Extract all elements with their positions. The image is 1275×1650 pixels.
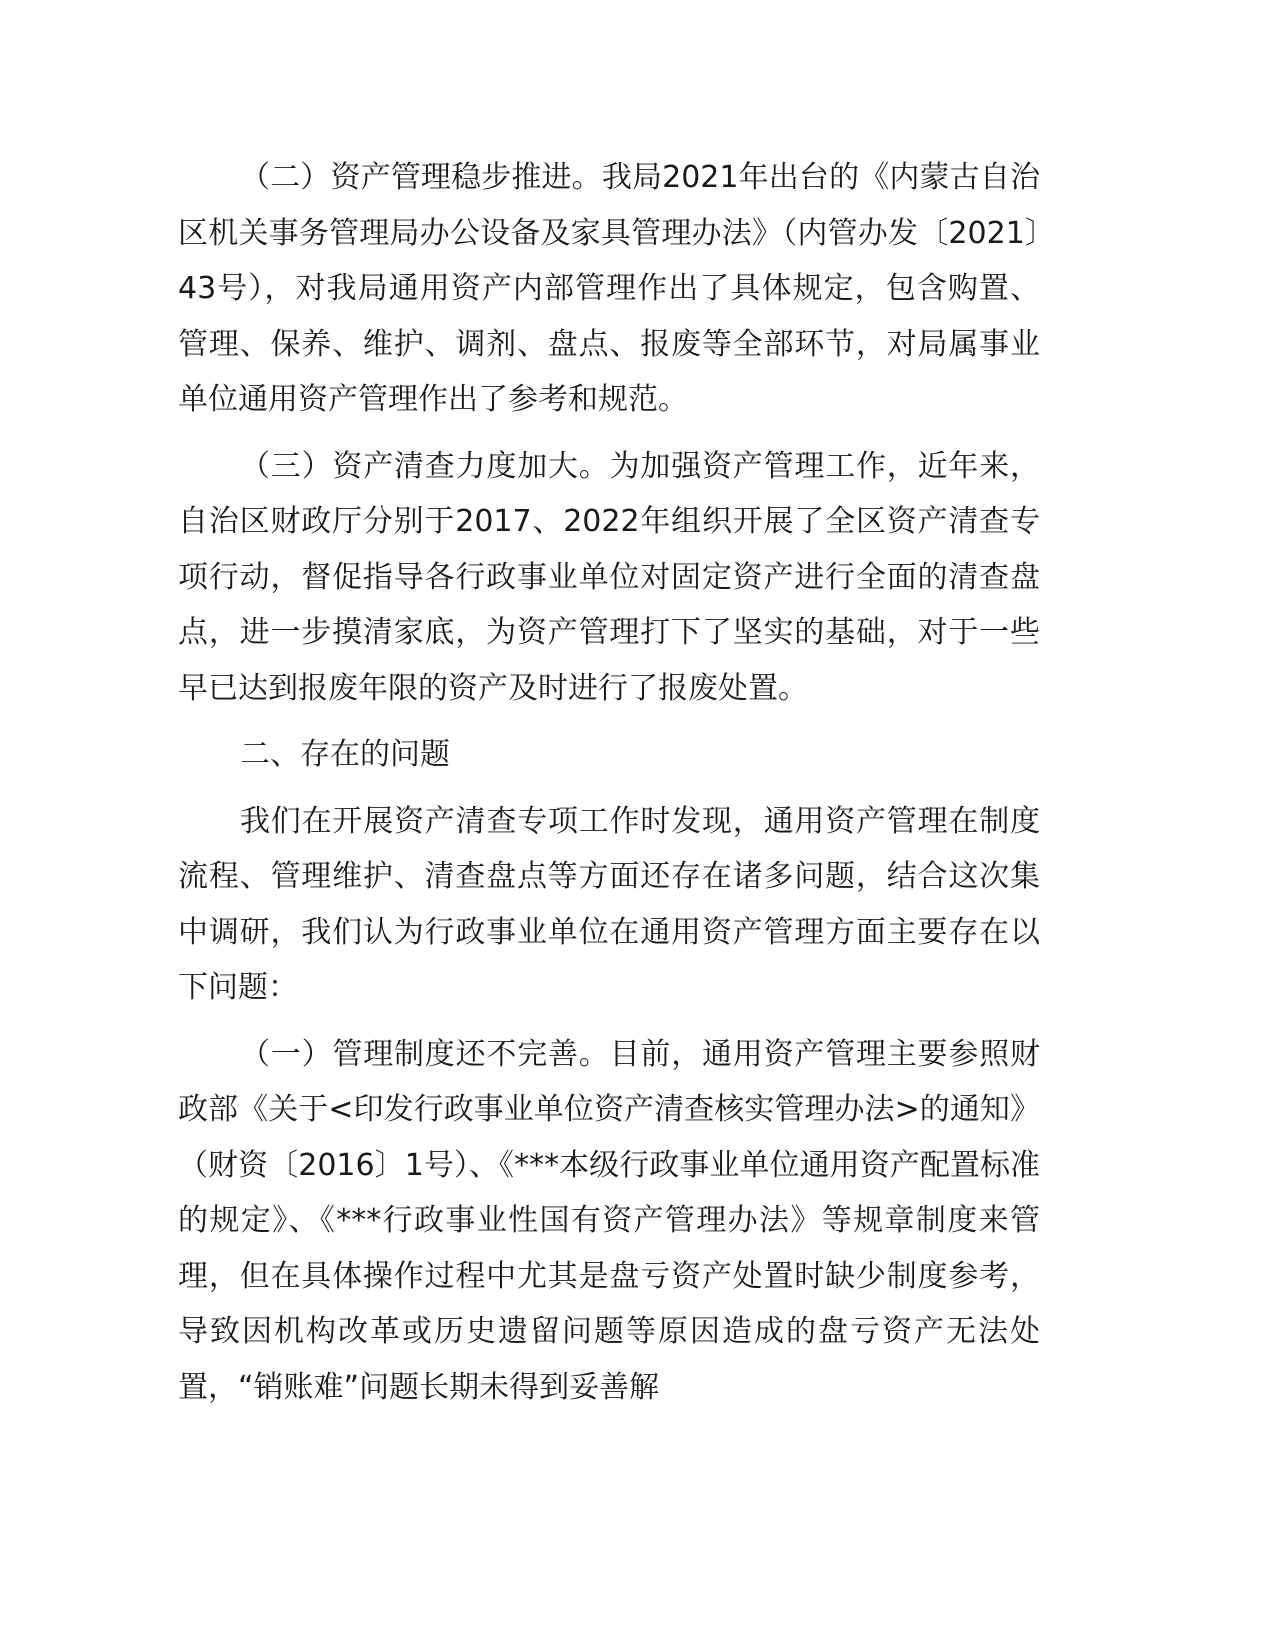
- document-page: [178, 150, 1040, 1426]
- section-heading-problems: 二、存在的问题: [240, 737, 450, 772]
- paragraph-problems-intro: 我们在开展资产清查专项工作时发现，通用资产管理在制度流程、管理维护、清查盘点等方面还存在诸多问题，结合这次集中调研，我们认为行政事业单位在通用资产管理方面主要存在以下问题：: [178, 803, 1040, 1005]
- paragraph-management-system: （一）管理制度还不完善。目前，通用资产管理主要参照财政部《关于<印发行政事业单位资产清查核实管理办法>的通知》（财资〔2016〕1号）、《***本级行政事业单位通用资产配置标准的规定》、《***行政事业性国有资产管理办法》等规章制度来管理，但在具体操作过程中尤其是盘亏资产处置时缺少制度参考，导致因机构改革或历史遗留问题等原因造成的盘亏资产无法处置，“销账难”问题长期未得到妥善解: [178, 1036, 1040, 1405]
- paragraph-asset-management: （二）资产管理稳步推进。我局2021年出台的《内蒙古自治区机关事务管理局办公设备及家具管理办法》（内管办发〔2021〕43号），对我局通用资产内部管理作出了具体规定，包含购置、管理、保养、维护、调剂、盘点、报废等全部环节，对局属事业单位通用资产管理作出了参考和规范。: [178, 160, 1040, 417]
- paragraph-asset-inventory: （三）资产清查力度加大。为加强资产管理工作，近年来，自治区财政厅分别于2017、2022年组织开展了全区资产清查专项行动，督促指导各行政事业单位对固定资产进行全面的清查盘点，进一步摸清家底，为资产管理打下了坚实的基础，对于一些早已达到报废年限的资产及时进行了报废处置。: [178, 448, 1040, 706]
